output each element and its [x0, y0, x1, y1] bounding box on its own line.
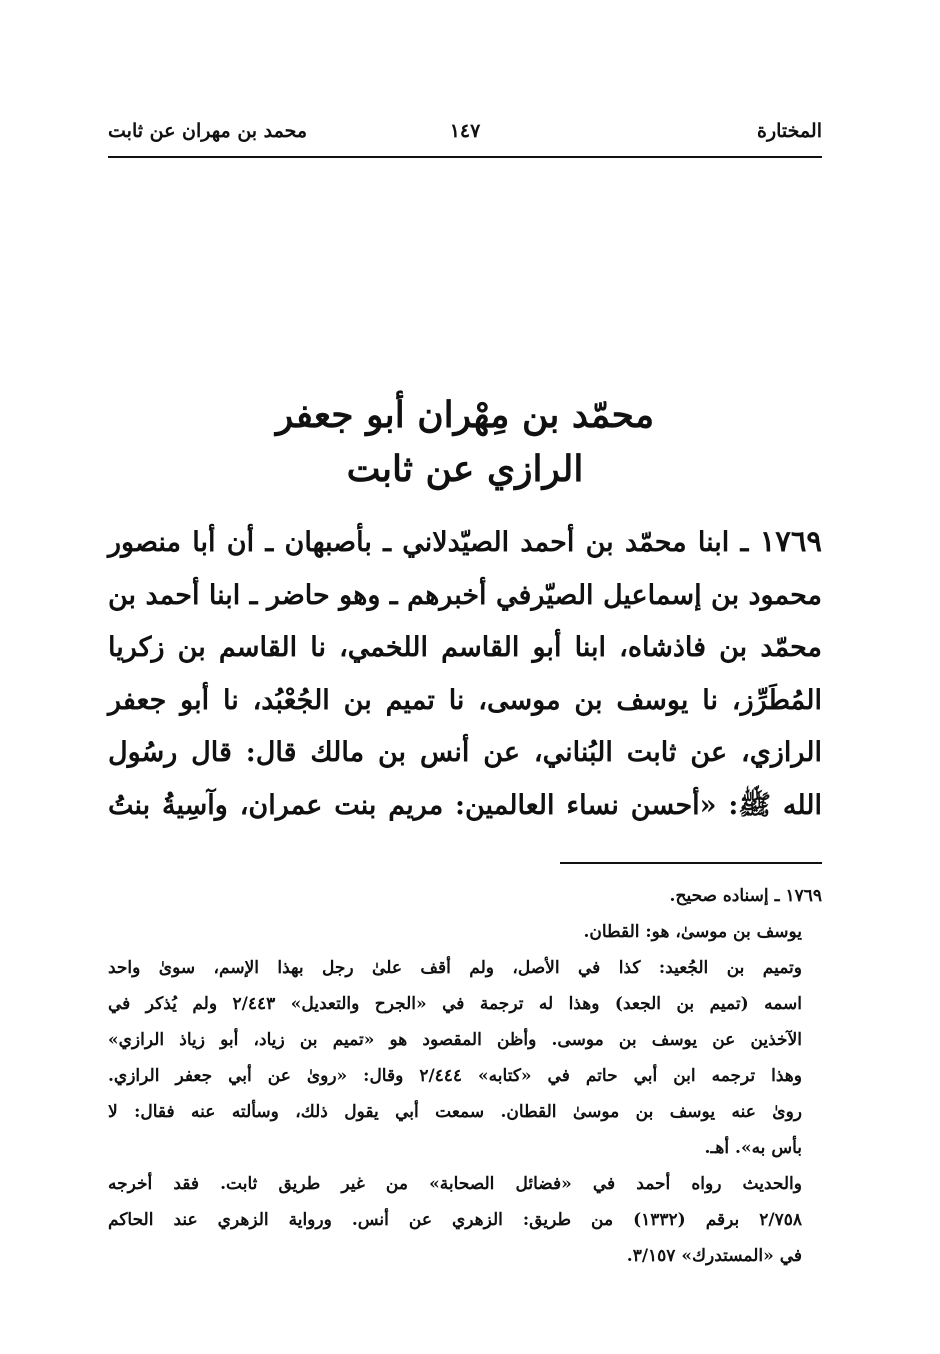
chapter-title — [108, 388, 822, 496]
footnote-line: ١٧٦٩ ـ إسناده صحيح. — [669, 886, 822, 906]
hadith-number: ١٧٦٩ — [759, 524, 822, 558]
footnote-line: الآخذين عن يوسف بن موسى. وأظن المقصود هو «تميم بن زياد، أبو زياذ الرازي» — [108, 1030, 802, 1050]
footnote-line: وهذا ترجمه ابن أبي حاتم في «كتابه» ٢/٤٤٤ وقال: «روىٰ عن أبي جعفر الرازي. — [108, 1066, 802, 1086]
hadith-text: ـ ابنا محمّد بن أحمد الصيّدلاني ـ بأصبهان ـ أن أبا منصور محمود بن إسماعيل الصيّرفي أخبرهم ـ وهو حاضر ـ ابنا أحمد بن محمّد بن فاذشاه، ابنا أبو القاسم اللخمي، نا القاسم بن زكريا المُطَرِّز، نا يوسف بن موسى، نا تميم بن الجُعْبُد، نا أبو جعفر الرازي، عن ثابت البُناني، عن أنس بن مالك قال: قال رسُول الله ﷺ: «أحسن نساء العالمين: مريم بنت عمران، وآسِيةُ بنتُ — [108, 527, 822, 821]
footnote-line: بأس به». أهـ. — [704, 1138, 802, 1158]
section-title: محمد بن مهران عن ثابت — [108, 120, 308, 142]
header-divider — [108, 156, 822, 158]
footnote-line: ٢/٧٥٨ برقم (١٣٣٢) من طريق: الزهري عن أنس. ورواية الزهري عند الحاكم — [108, 1210, 803, 1230]
chapter-title-line-1: محمّد بن مِهْران أبو جعفر — [275, 394, 655, 436]
hadith-body — [108, 515, 822, 832]
footnote-line: اسمه (تميم بن الجعد) وهذا له ترجمة في «الجرح والتعديل» ٢/٤٤٣ ولم يُذكر في — [108, 994, 802, 1014]
footnote-line: والحديث رواه أحمد في «فضائل الصحابة» من غير طريق ثابت. فقد أخرجه — [108, 1174, 802, 1194]
footnote-line: روىٰ عنه يوسف بن موسىٰ القطان. سمعت أبي يقول ذلك، وسألته عنه فقال: لا — [108, 1102, 802, 1122]
footnote-line: في «المستدرك» ٣/١٥٧. — [626, 1246, 802, 1266]
footnote-divider — [560, 862, 822, 864]
chapter-title-line-2: الرازي عن ثابت — [346, 448, 584, 490]
footnote-line: وتميم بن الجُعيد: كذا في الأصل، ولم أقف علىٰ رجل بهذا الإسم، سوىٰ واحد — [108, 958, 802, 978]
running-header — [108, 120, 822, 156]
page-number: ١٤٧ — [449, 120, 481, 142]
footnote-line: يوسف بن موسىٰ، هو: القطان. — [583, 922, 802, 942]
book-title: المختارة — [757, 120, 822, 142]
footnotes — [108, 878, 822, 1274]
